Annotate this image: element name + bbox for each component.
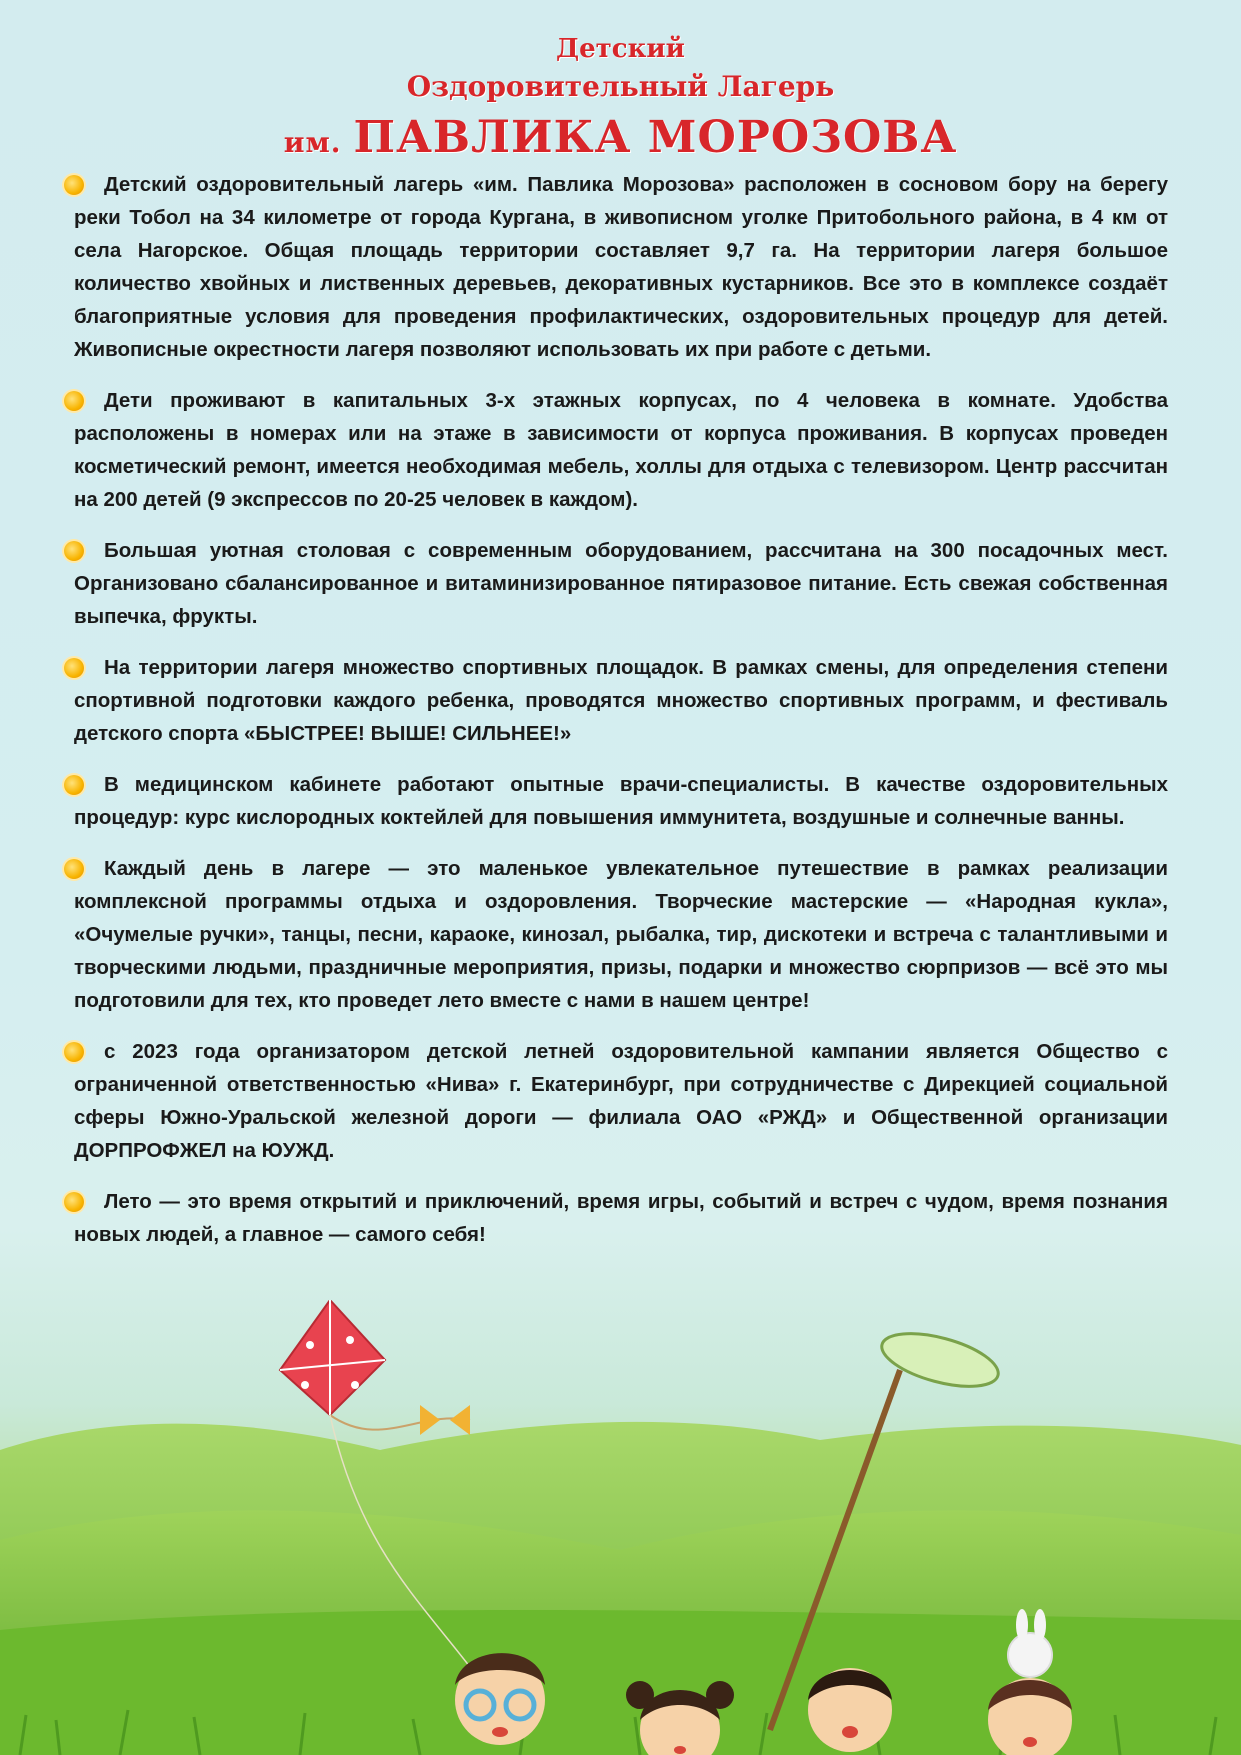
sun-bullet-icon xyxy=(64,1042,84,1062)
paragraph-dining xyxy=(74,534,1168,633)
sun-bullet-icon xyxy=(64,859,84,879)
sun-bullet-icon xyxy=(64,658,84,678)
paragraph-text: Большая уютная столовая с современным оборудованием, рассчитана на 300 посадочных мест. Организовано сбалансированное и витаминизированное пятиразовое питание. Есть свежая собственная выпечка, фрукты. xyxy=(74,539,1168,628)
paragraph-housing xyxy=(74,384,1168,516)
sun-bullet-icon xyxy=(64,391,84,411)
paragraph-medical xyxy=(74,768,1168,834)
sun-bullet-icon xyxy=(64,541,84,561)
paragraph-organizer xyxy=(74,1035,1168,1167)
title-line-3 xyxy=(0,112,1241,163)
title-line-1: Детский xyxy=(556,34,685,64)
text-body xyxy=(74,168,1168,1269)
title-camp-name: ПАВЛИКА МОРОЗОВА xyxy=(353,112,958,163)
paragraph-summer xyxy=(74,1185,1168,1251)
paragraph-text: с 2023 года организатором детской летней оздоровительной кампании является Общество с ограниченной ответственностью «Нива» г. Екатеринбург, при сотрудничестве с Дирекцией социальной сферы Южно-Уральской железной дороги — филиала ОАО «РЖД» и Общественной организации ДОРПРОФЖЕЛ на ЮУЖД. xyxy=(74,1040,1168,1162)
child-3 xyxy=(808,1668,892,1752)
sun-bullet-icon xyxy=(64,1192,84,1212)
paragraph-text: Лето — это время открытий и приключений, время игры, событий и встреч с чудом, время познания новых людей, а главное — самого себя! xyxy=(74,1190,1168,1246)
sun-bullet-icon xyxy=(64,175,84,195)
paragraph-text: Каждый день в лагере — это маленькое увлекательное путешествие в рамках реализации комплексной программы отдыха и оздоровления. Творческие мастерские — «Народная кукла», «Очумелые ручки», танцы, песни, караоке, кинозал, рыбалка, тир, дискотеки и встреча с талантливыми и творческими людьми, праздничные мероприятия, призы, подарки и множество сюрпризов — всё это мы подготовили для тех, кто проведет лето вместе с нами в нашем центре! xyxy=(74,857,1168,1012)
paragraph-text: Детский оздоровительный лагерь «им. Павлика Морозова» расположен в сосновом бору на берегу реки Тобол на 34 километре от города Кургана, в живописном уголке Притобольного района, в 4 км от села Нагорское. Общая площадь территории составляет 9,7 га. На территории лагеря большое количество хвойных и лиственных деревьев, декоративных кустарников. Все это в комплексе создаёт благоприятные условия для проведения профилактических, оздоровительных процедур для детей. Живописные окрестности лагеря позволяют использовать их при работе с детьми. xyxy=(74,173,1168,361)
sun-bullet-icon xyxy=(64,775,84,795)
children-with-kite-illustration xyxy=(0,1300,1241,1755)
paragraph-activities xyxy=(74,852,1168,1017)
title-line-2: Оздоровительный Лагерь xyxy=(406,70,835,103)
title-prefix: им. xyxy=(283,126,342,159)
paragraph-text: Дети проживают в капитальных 3-х этажных корпусах, по 4 человека в комнате. Удобства расположены в номерах или на этаже в зависимости от корпуса проживания. В корпусах проведен косметический ремонт, имеется необходимая мебель, холлы для отдыха с телевизором. Центр рассчитан на 200 детей (9 экспрессов по 20-25 человек в каждом). xyxy=(74,389,1168,511)
paragraph-sports xyxy=(74,651,1168,750)
paragraph-text: В медицинском кабинете работают опытные врачи-специалисты. В качестве оздоровительных процедур: курс кислородных коктейлей для повышения иммунитета, воздушные и солнечные ванны. xyxy=(74,773,1168,829)
paragraph-text: На территории лагеря множество спортивных площадок. В рамках смены, для определения степени спортивной подготовки каждого ребенка, проводятся множество спортивных программ, и фестиваль детского спорта «БЫСТРЕЕ! ВЫШЕ! СИЛЬНЕЕ!» xyxy=(74,656,1168,745)
child-1 xyxy=(455,1653,545,1745)
paragraph-location xyxy=(74,168,1168,366)
